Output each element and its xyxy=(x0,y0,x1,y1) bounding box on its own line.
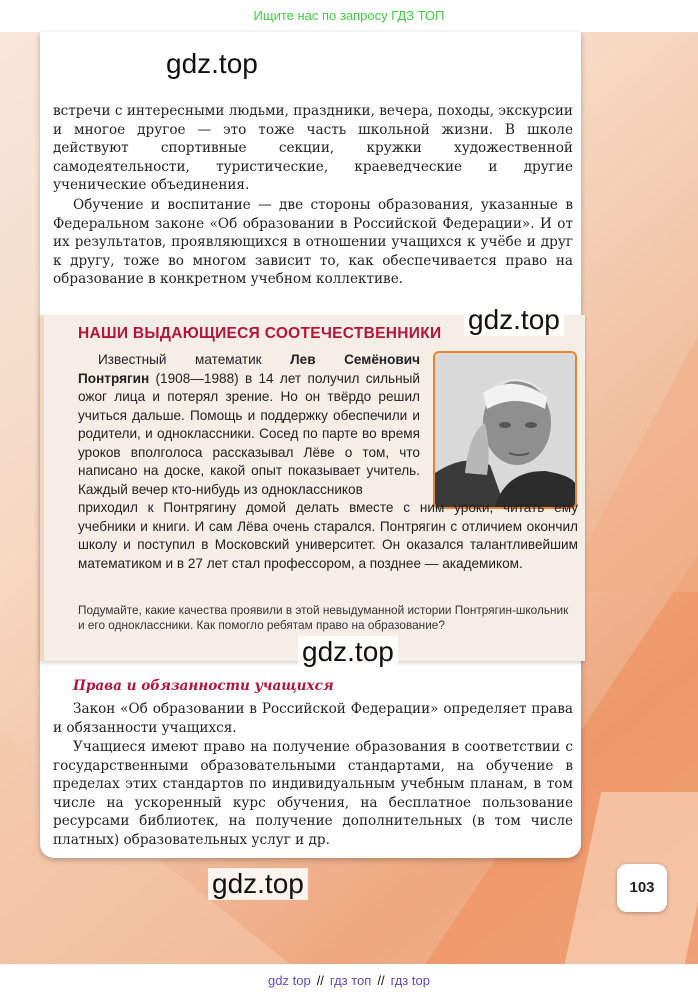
section-heading: Права и обязанности учащихся xyxy=(73,678,334,694)
link-separator: // xyxy=(316,973,324,988)
link-separator: // xyxy=(377,973,385,988)
bottom-link[interactable]: гдз top xyxy=(390,973,430,988)
box-title: НАШИ ВЫДАЮЩИЕСЯ СООТЕЧЕСТВЕННИКИ xyxy=(78,325,442,342)
bottom-links-bar xyxy=(0,964,698,997)
watermark: gdz.top xyxy=(162,48,262,80)
pontryagin-story-part2: приходил к Понтрягину домой делать вместе с ним уроки, читать ему учебники и книги. И сам Лёва очень старался. Понтрягин с отличием окончил школу и поступил в Московский университет. Он оказался талантливейшим математиком и в 27 лет стал профессором, а позднее — академиком. xyxy=(78,500,578,571)
bottom-link[interactable]: гдз топ xyxy=(329,973,372,988)
discussion-question: Подумайте, какие качества проявили в этой невыдуманной истории Понтрягин-школьник и его одноклассники. Как помогло ребятам право на образование? xyxy=(78,603,569,632)
portrait-image xyxy=(435,353,575,507)
pontryagin-name: Лев Семёнович Понтрягин xyxy=(78,352,420,386)
watermark: gdz.top xyxy=(208,868,308,900)
paragraph-education: Обучение и воспитание — две стороны образования, указанные в Федеральном законе «Об образовании в Российской Федерации». И от их результатов, проявляющихся в отношении учащихся к учёбе и друг к другу, тоже во многом зависит то, как обеспечивается право на образование в конкретном учебном коллективе. xyxy=(53,197,573,287)
paragraph-school-life: встречи с интересными людьми, праздники, вечера, походы, экскурсии и многое другое — это тоже часть школьной жизни. В школе действуют спортивные секции, кружки художественной самодеятельности, туристические, краеведческие и другие ученические объединения. xyxy=(53,103,573,193)
top-banner[interactable]: Ищите нас по запросу ГДЗ ТОП xyxy=(0,0,698,32)
watermark: gdz.top xyxy=(464,304,564,336)
bottom-link[interactable]: gdz top xyxy=(268,973,311,988)
paragraph-law: Закон «Об образовании в Российской Федерации» определяет права и обязанности учащихся. xyxy=(53,701,573,736)
watermark: gdz.top xyxy=(298,636,398,668)
portrait-photo xyxy=(433,351,577,509)
compatriots-box xyxy=(40,315,585,661)
paragraph-student-rights: Учащиеся имеют право на получение образования в соответствии с государственными образовательными стандартами, на обучение в пределах этих стандартов по индивидуальным учебным планам, в том числе на ускоренный курс обучения, на бесплатное пользование ресурсами библиотек, на получение дополнительных (в том числе платных) образовательных услуг и др. xyxy=(53,739,573,848)
pontryagin-story-part1: Известный математик Лев Семёнович Понтрягин (1908—1988) в 14 лет получил сильный ожог лица и потерял зрение. Но он твёрдо решил учиться дальше. Помощь и поддержку обеспечили и родители, и одноклассники. Сосед по парте во время уроков вполголоса рассказывал Лёве о том, что написано на доске, какой опыт показывает учитель. Каждый вечер кто-нибудь из одноклассников xyxy=(78,352,420,497)
page-number: 103 xyxy=(617,864,667,912)
